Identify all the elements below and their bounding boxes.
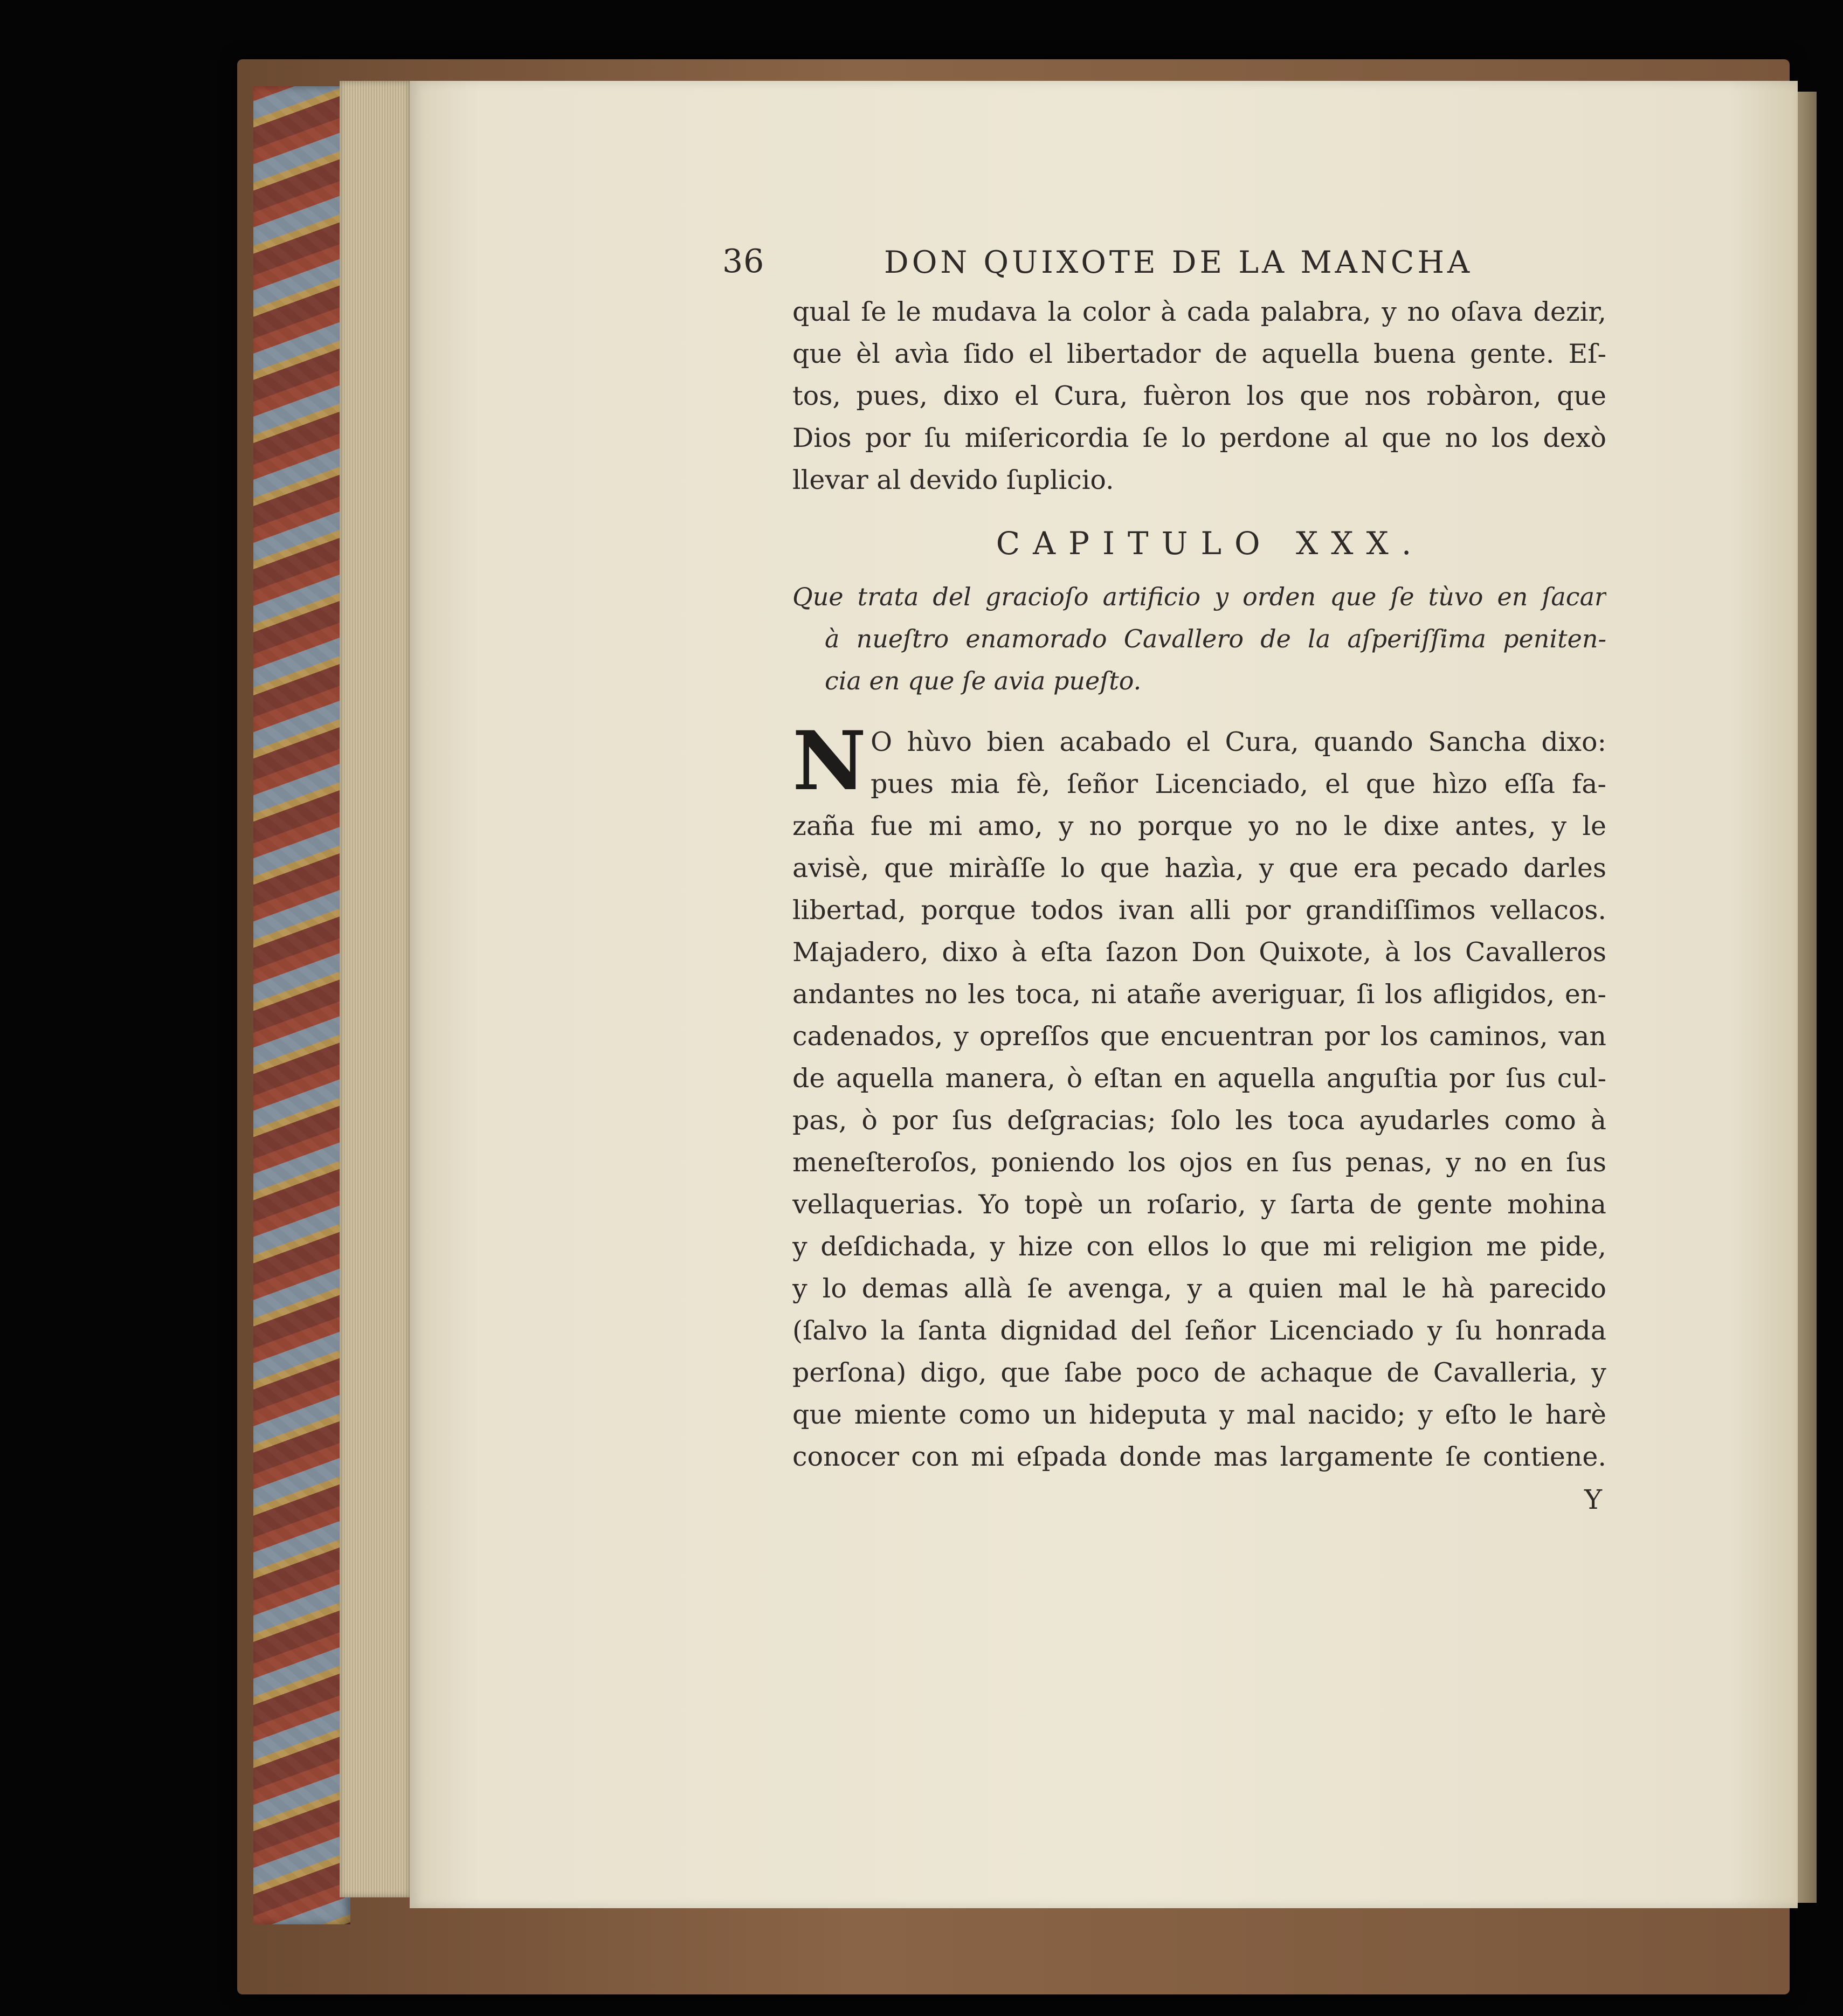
text-line: pues mia fè, ſeñor Licenciado, el que hìzo eſſa fa- bbox=[871, 769, 1606, 799]
text-line: que miente como un hideputa y mal nacido; y eſto le harè bbox=[792, 1399, 1606, 1430]
text-line: libertad, porque todos ivan alli por grandiſſimos vellacos. bbox=[792, 895, 1606, 926]
text-line: llevar al devido ſuplicio. bbox=[792, 465, 1114, 495]
chapter-heading: CAPITULO XXX. bbox=[996, 525, 1425, 562]
chapter-body bbox=[792, 714, 1606, 1521]
catchword: Y bbox=[1584, 1484, 1602, 1515]
text-line: meneſteroſos, poniendo los ojos en ſus penas, y no en ſus bbox=[792, 1147, 1606, 1178]
text-block bbox=[722, 237, 1606, 1521]
text-line: de aquella manera, ò eſtan en aquella anguſtia por ſus cul- bbox=[792, 1063, 1606, 1094]
summary-line: cia en que ſe avia pueſto. bbox=[825, 666, 1142, 695]
text-line: zaña fue mi amo, y no porque yo no le dixe antes, y le bbox=[792, 811, 1606, 841]
text-line: (ſalvo la ſanta dignidad del ſeñor Licenciado y ſu honrada bbox=[792, 1315, 1606, 1346]
text-line: y deſdichada, y hize con ellos lo que mi religion me pide, bbox=[792, 1231, 1606, 1262]
text-line: y lo demas allà ſe avenga, y a quien mal le hà parecido bbox=[792, 1273, 1606, 1304]
text-line: O hùvo bien acabado el Cura, quando Sancha dixo: bbox=[871, 727, 1606, 757]
text-line: Dios por ſu miſericordia ſe lo perdone al que no los dexò bbox=[792, 423, 1606, 453]
summary-line: Que trata del gracioſo artificio y orden que ſe tùvo en ſacar bbox=[792, 582, 1606, 611]
text-line: qual ſe le mudava la color à cada palabra, y no oſava dezir, bbox=[792, 296, 1606, 327]
summary-line: à nueſtro enamorado Cavallero de la aſperiſſima peniten- bbox=[825, 624, 1606, 653]
text-line: perſona) digo, que ſabe poco de achaque de Cavalleria, y bbox=[792, 1357, 1606, 1388]
text-line: pas, ò por ſus deſgracias; ſolo les toca ayudarles como à bbox=[792, 1105, 1606, 1136]
text-line: cadenados, y opreſſos que encuentran por los caminos, van bbox=[792, 1021, 1606, 1052]
text-line: conocer con mi eſpada donde mas largamente ſe contiene. bbox=[792, 1441, 1606, 1472]
drop-cap: N bbox=[792, 714, 867, 809]
running-head bbox=[722, 237, 1606, 291]
opening-paragraph bbox=[792, 291, 1606, 501]
text-line: que èl avìa ſido el libertador de aquella buena gente. Eſ- bbox=[792, 339, 1606, 369]
page-edges bbox=[340, 81, 410, 1897]
running-title: DON QUIXOTE DE LA MANCHA bbox=[884, 245, 1473, 280]
text-line: tos, pues, dixo el Cura, fuèron los que nos robàron, que bbox=[792, 381, 1606, 411]
page-number: 36 bbox=[722, 243, 765, 280]
text-line: vellaquerias. Yo topè un roſario, y ſarta de gente mohina bbox=[792, 1189, 1606, 1220]
text-line: andantes no les toca, ni atañe averiguar, ſi los afligidos, en- bbox=[792, 979, 1606, 1010]
text-line: avisè, que miràſſe lo que hazìa, y que era pecado darles bbox=[792, 853, 1606, 883]
marbled-endpaper bbox=[253, 86, 350, 1924]
chapter-summary bbox=[792, 576, 1606, 702]
text-line: Majadero, dixo à eſta ſazon Don Quixote, à los Cavalleros bbox=[792, 937, 1606, 968]
